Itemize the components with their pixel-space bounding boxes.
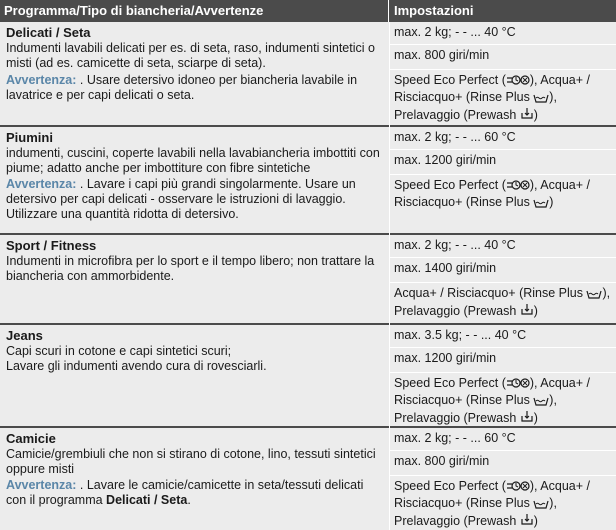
speed-eco-icon xyxy=(506,377,530,393)
option-text: ) xyxy=(533,410,538,425)
setting-cell: max. 800 giri/min xyxy=(390,451,616,475)
option-text: ) xyxy=(533,107,538,122)
prewash-icon xyxy=(520,107,534,125)
program-reference: Delicati / Seta xyxy=(106,492,188,507)
table-header xyxy=(0,0,616,22)
header-settings: Impostazioni xyxy=(394,3,474,18)
row-camicie-description xyxy=(0,428,389,530)
option-text: ), Prelavaggio (Prewash xyxy=(394,89,557,122)
setting-cell: max. 1200 giri/min xyxy=(390,150,616,174)
row-desc: indumenti, cuscini, coperte lavabili nella lavabiancheria imbottiti con piume; adatto anche per imbottiture con fibre sintetiche xyxy=(6,146,380,176)
setting-cell: max. 1200 giri/min xyxy=(390,348,616,372)
speed-eco-icon xyxy=(506,74,530,90)
option-text: ), Prelavaggio (Prewash xyxy=(394,392,557,425)
option-text: ), Acqua+ / Risciacquo+ (Rinse Plus xyxy=(394,73,590,104)
row-title: Camicie xyxy=(6,431,56,446)
row-desc: Indumenti lavabili delicati per es. di seta, raso, indumenti sintetici o misti (ad es. camicette di seta, sciarpe di seta). xyxy=(6,41,375,71)
option-text: ) xyxy=(533,303,538,318)
option-text: ), Acqua+ / Risciacquo+ (Rinse Plus xyxy=(394,376,590,407)
rinse-plus-icon xyxy=(586,288,602,303)
row-piumini-description xyxy=(0,127,389,233)
setting-cell: max. 2 kg; - - ... 40 °C xyxy=(390,22,616,44)
options-cell xyxy=(390,373,616,426)
option-text: Acqua+ / Risciacquo+ (Rinse Plus xyxy=(394,286,587,300)
option-text: ) xyxy=(533,513,538,528)
options-cell xyxy=(390,70,616,125)
option-text: Speed Eco Perfect ( xyxy=(394,178,506,192)
options-cell xyxy=(390,175,616,233)
setting-cell: max. 2 kg; - - ... 60 °C xyxy=(390,127,616,149)
warning-label: Avvertenza: xyxy=(6,72,77,87)
options-cell xyxy=(390,476,616,530)
prewash-icon xyxy=(520,410,534,428)
option-text: ), Prelavaggio (Prewash xyxy=(394,286,611,318)
prewash-icon xyxy=(520,303,534,321)
warning-label: Avvertenza: xyxy=(6,176,77,191)
option-text: ), Prelavaggio (Prewash xyxy=(394,495,557,528)
warning-label: Avvertenza: xyxy=(6,477,77,492)
setting-cell: max. 1400 giri/min xyxy=(390,258,616,282)
warning-text: . Usare detersivo idoneo per biancheria lavabile in lavatrice e per capi delicati o seta. xyxy=(6,72,358,102)
speed-eco-icon xyxy=(506,480,530,496)
rinse-plus-icon xyxy=(533,197,549,212)
row-title: Delicati / Seta xyxy=(6,25,91,40)
row-desc: Capi scuri in cotone e capi sintetici scuri; xyxy=(6,344,232,359)
row-desc: Camicie/grembiuli che non si stirano di cotone, lino, tessuti sintetici oppure misti xyxy=(6,447,376,477)
rinse-plus-icon xyxy=(533,498,549,513)
option-text: Speed Eco Perfect ( xyxy=(394,376,506,390)
warning-text: . xyxy=(187,492,191,507)
row-title: Jeans xyxy=(6,328,43,343)
option-text: Speed Eco Perfect ( xyxy=(394,73,506,87)
prewash-icon xyxy=(520,513,534,530)
setting-cell: max. 800 giri/min xyxy=(390,45,616,69)
setting-cell: max. 2 kg; - - ... 40 °C xyxy=(390,235,616,257)
warning-text: . Lavare le camicie/camicette in seta/tessuti delicati con il programma xyxy=(6,477,364,507)
row-desc: Lavare gli indumenti avendo cura di rovesciarli. xyxy=(6,359,267,374)
header-program: Programma/Tipo di biancheria/Avvertenze xyxy=(0,0,389,22)
setting-cell: max. 2 kg; - - ... 60 °C xyxy=(390,428,616,450)
row-sport-description xyxy=(0,235,389,323)
row-title: Sport / Fitness xyxy=(6,238,97,253)
warning-text: . Lavare i capi più grandi singolarmente. Usare un detersivo per capi delicati - osservare le istruzioni di lavaggio. Utilizzare una quantità ridotta di detersivo. xyxy=(6,176,356,222)
row-delicati-description xyxy=(0,22,389,125)
option-text: Speed Eco Perfect ( xyxy=(394,479,506,493)
row-jeans-description xyxy=(0,325,389,426)
row-desc: Indumenti in microfibra per lo sport e il tempo libero; non trattare la biancheria con ammorbidente. xyxy=(6,254,375,284)
row-title: Piumini xyxy=(6,130,53,145)
option-text: ), Acqua+ / Risciacquo+ (Rinse Plus xyxy=(394,178,590,209)
setting-cell: max. 3.5 kg; - - ... 40 °C xyxy=(390,325,616,347)
option-text: ), Acqua+ / Risciacquo+ (Rinse Plus xyxy=(394,479,590,510)
option-text: ) xyxy=(549,194,554,209)
rinse-plus-icon xyxy=(533,395,549,410)
column-divider xyxy=(389,22,390,530)
rinse-plus-icon xyxy=(533,92,549,107)
speed-eco-icon xyxy=(506,179,530,195)
options-cell xyxy=(390,283,616,323)
